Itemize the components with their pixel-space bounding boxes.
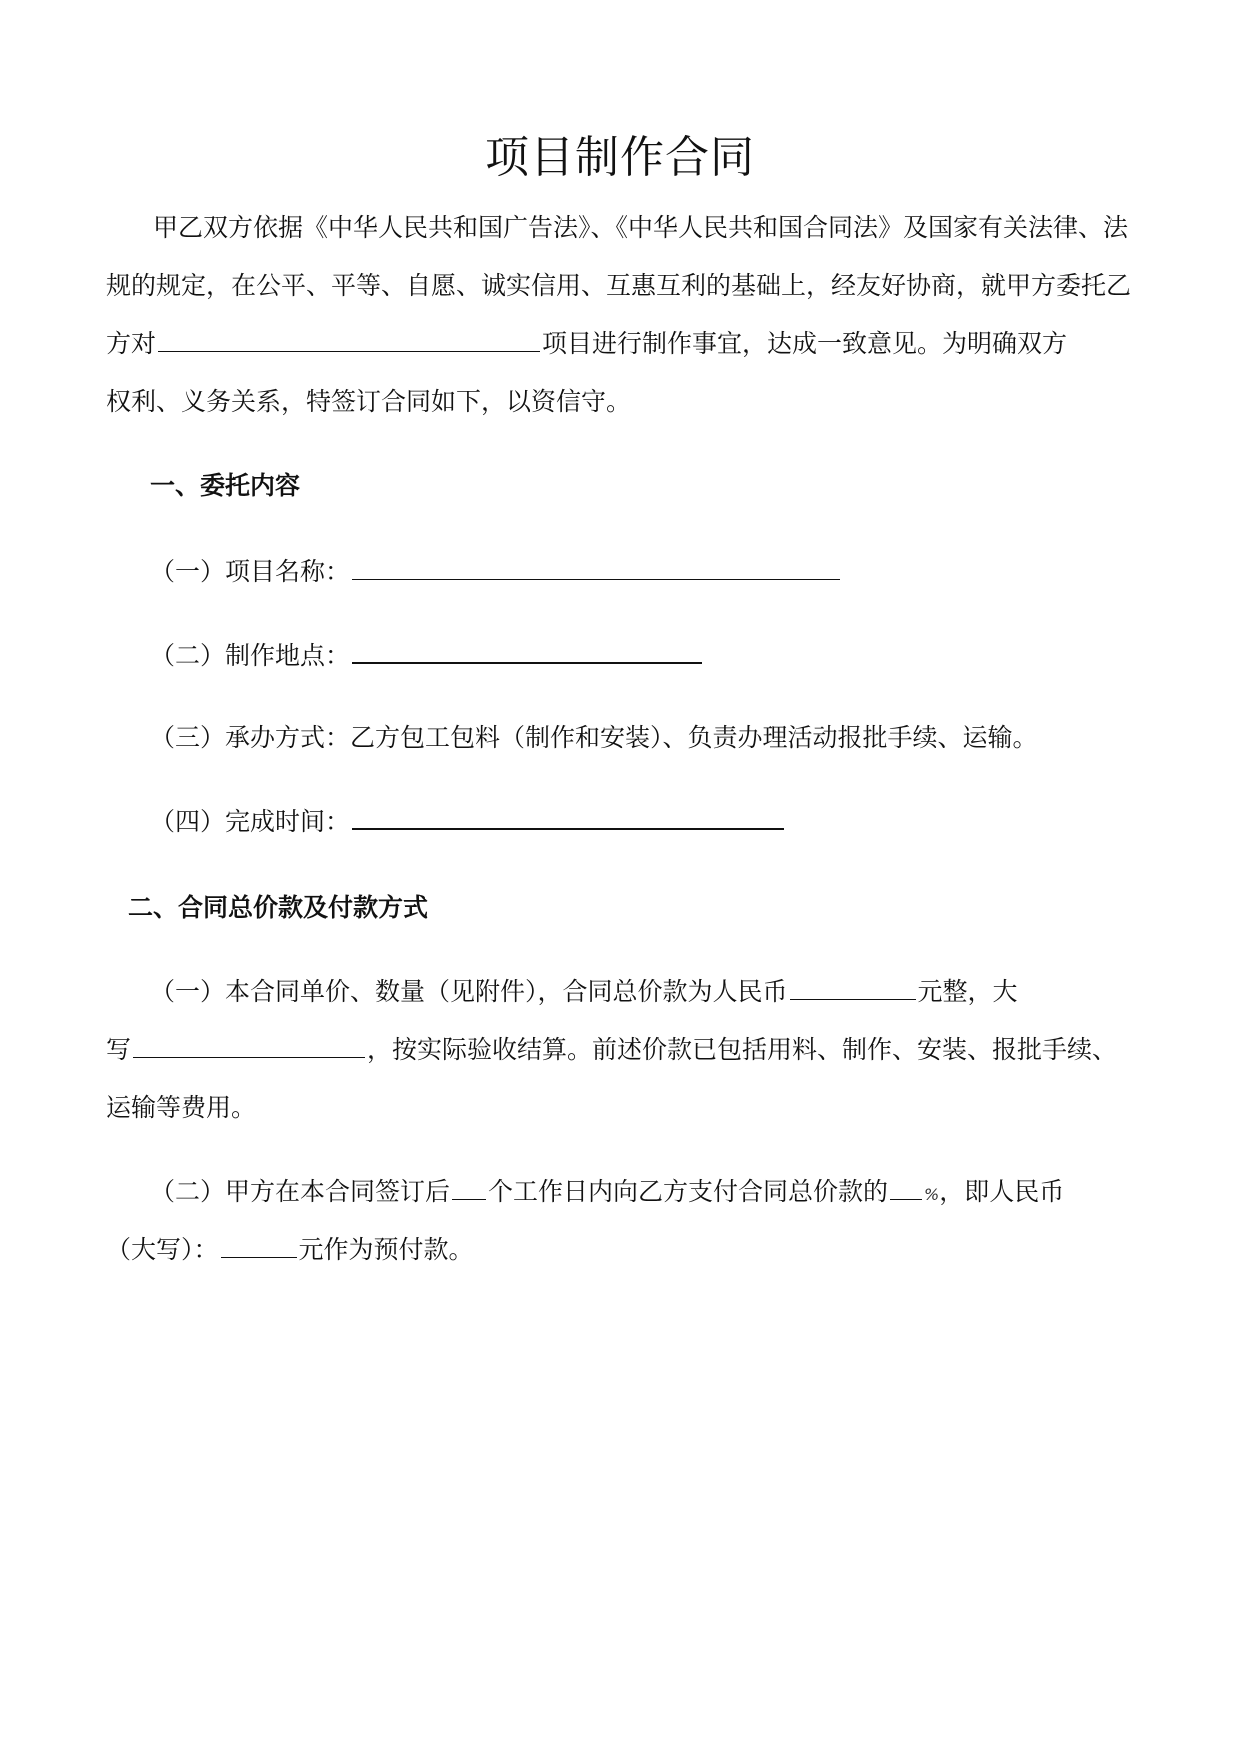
p1-line-1-suffix: 元整，大	[917, 977, 1018, 1006]
section-2-p1-line-1	[150, 974, 1018, 1010]
production-location-field[interactable]	[352, 638, 702, 664]
section-1-item-3: （三）承办方式：乙方包工包料（制作和安装）、负责办理活动报批手续、运输。	[150, 723, 1038, 752]
intro-line-1: 甲乙双方依据《中华人民共和国广告法》、《中华人民共和国合同法》及国家有关法律、法	[153, 213, 1129, 242]
section-2-p1-line-2	[106, 1032, 1117, 1068]
p1-line-2-prefix: 写	[106, 1035, 132, 1064]
p1-line-2-suffix: ，按实际验收结算。前述价款已包括用料、制作、安装、报批手续、	[367, 1035, 1118, 1064]
section-2-heading: 二、合同总价款及付款方式	[128, 893, 429, 922]
project-name-blank[interactable]	[158, 327, 540, 352]
p2-line-1-part-b: 个工作日内向乙方支付合同总价款的	[488, 1177, 889, 1206]
item-4-label: （四）完成时间：	[150, 807, 351, 836]
project-name-field[interactable]	[352, 555, 840, 580]
item-1-label: （一）项目名称：	[150, 557, 351, 586]
intro-line-4: 权利、义务关系，特签订合同如下，以资信守。	[106, 387, 632, 416]
document-title: 项目制作合同	[485, 132, 755, 183]
working-days-field[interactable]	[452, 1175, 486, 1200]
percentage-field[interactable]	[890, 1175, 922, 1200]
section-1-heading: 一、委托内容	[150, 471, 301, 500]
total-price-uppercase-field[interactable]	[133, 1033, 365, 1058]
intro-line-3	[106, 326, 1067, 362]
section-2-p2-line-1	[150, 1174, 1064, 1213]
intro-line-3-suffix: 项目进行制作事宜，达成一致意见。为明确双方	[542, 329, 1068, 358]
completion-time-field[interactable]	[352, 804, 784, 830]
intro-line-3-prefix: 方对	[106, 329, 157, 358]
percent-sign: %	[924, 1185, 940, 1204]
intro-line-2: 规的规定，在公平、平等、自愿、诚实信用、互惠互利的基础上，经友好协商，就甲方委托乙	[106, 271, 1132, 300]
total-price-amount-field[interactable]	[790, 975, 916, 1000]
p1-line-1-prefix: （一）本合同单价、数量（见附件），合同总价款为人民币	[150, 977, 788, 1006]
section-1-item-2	[150, 638, 704, 674]
p2-line-2-prefix: （大写）：	[106, 1235, 219, 1264]
section-1-item-1	[150, 554, 842, 590]
p2-line-1-part-c: ，即人民币	[939, 1177, 1065, 1206]
advance-payment-field[interactable]	[221, 1233, 297, 1258]
p2-line-1-part-a: （二）甲方在本合同签订后	[150, 1177, 451, 1206]
item-2-label: （二）制作地点：	[150, 641, 351, 670]
section-1-item-4	[150, 804, 786, 840]
section-2-p2-line-2	[106, 1232, 474, 1268]
section-2-p1-line-3: 运输等费用。	[106, 1093, 257, 1122]
p2-line-2-suffix: 元作为预付款。	[298, 1235, 474, 1264]
